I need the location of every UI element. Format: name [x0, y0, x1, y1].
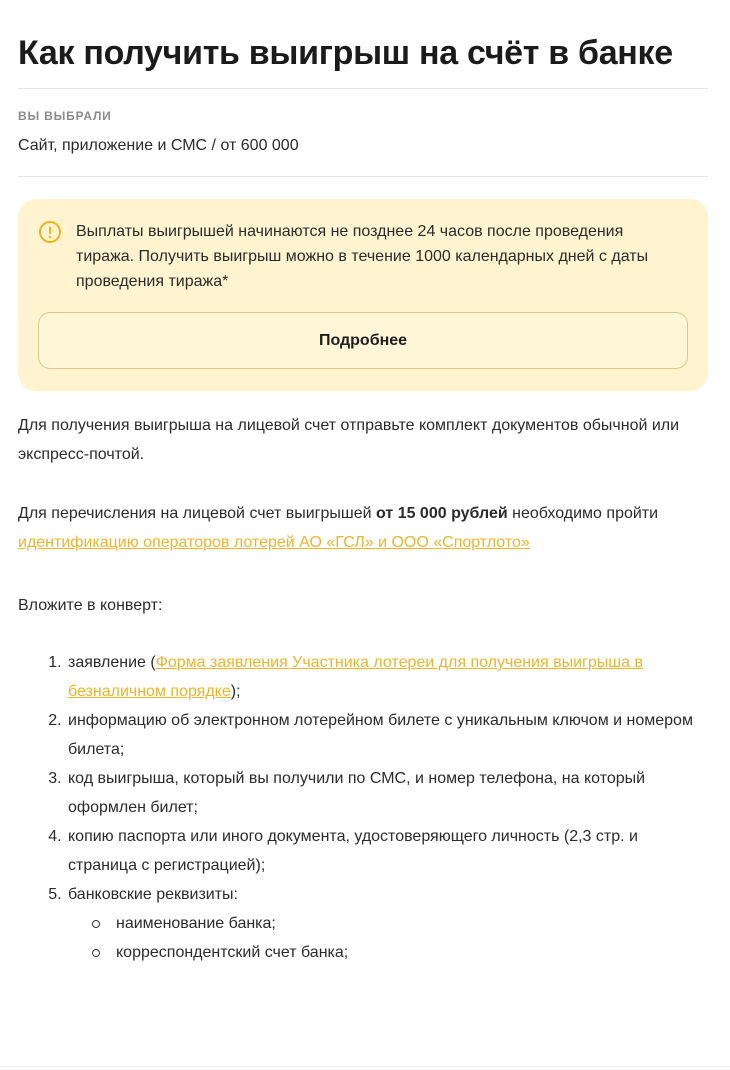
list-item — [66, 880, 708, 967]
selected-label: ВЫ ВЫБРАЛИ — [18, 109, 112, 123]
more-button[interactable]: Подробнее — [38, 312, 688, 369]
item1-start: заявление ( — [68, 654, 156, 671]
paragraph-envelope: Вложите в конверт: — [18, 597, 163, 614]
application-form-link[interactable]: Форма заявления Участника лотереи для получения выигрыша в безналичном порядке — [68, 654, 643, 700]
list-item: 2. информацию об электронном лотерейном билете с уникальным ключом и номером билета; — [66, 706, 708, 764]
list-item — [66, 648, 708, 706]
item5-text: банковские реквизиты: — [68, 886, 238, 903]
bottom-divider — [0, 1066, 730, 1067]
bank-detail-item: наименование банка; — [92, 909, 708, 938]
bank-details-list — [68, 909, 708, 967]
paragraph-identification — [18, 499, 708, 557]
notice-text: Выплаты выигрышей начинаются не позднее 24 часов после проведения тиража. Получить выигрыш можно в течение 1000 календарных дней с даты проведения тиража* — [76, 223, 649, 290]
documents-list — [18, 648, 708, 967]
bank-detail-item: корреспондентский счет банка; — [92, 938, 708, 967]
list-item: 3. код выигрыша, который вы получили по СМС, и номер телефона, на который оформлен билет; — [66, 764, 708, 822]
info-icon — [38, 220, 62, 244]
p2-amount: от 15 000 рублей — [376, 505, 508, 522]
identification-link[interactable]: идентификацию операторов лотерей АО «ГСЛ» и ООО «Спортлото» — [18, 534, 530, 551]
item1-end: ); — [230, 683, 241, 700]
page-title: Как получить выигрыш на счёт в банке — [18, 34, 673, 72]
list-item: 4. копию паспорта или иного документа, удостоверяющего личность (2,3 стр. и страница с регистрацией); — [66, 822, 708, 880]
p2-start: Для перечисления на лицевой счет выигрышей — [18, 505, 377, 522]
divider — [18, 88, 708, 89]
divider — [18, 176, 708, 177]
bottom-fade — [0, 1022, 730, 1070]
info-notice — [18, 199, 708, 391]
p2-mid: необходимо пройти — [507, 505, 659, 522]
selected-value: Сайт, приложение и СМС / от 600 000 — [18, 137, 299, 154]
content-page — [18, 0, 708, 967]
paragraph-documents: Для получения выигрыша на лицевой счет отправьте комплект документов обычной или экспресс-почтой. — [18, 417, 680, 463]
